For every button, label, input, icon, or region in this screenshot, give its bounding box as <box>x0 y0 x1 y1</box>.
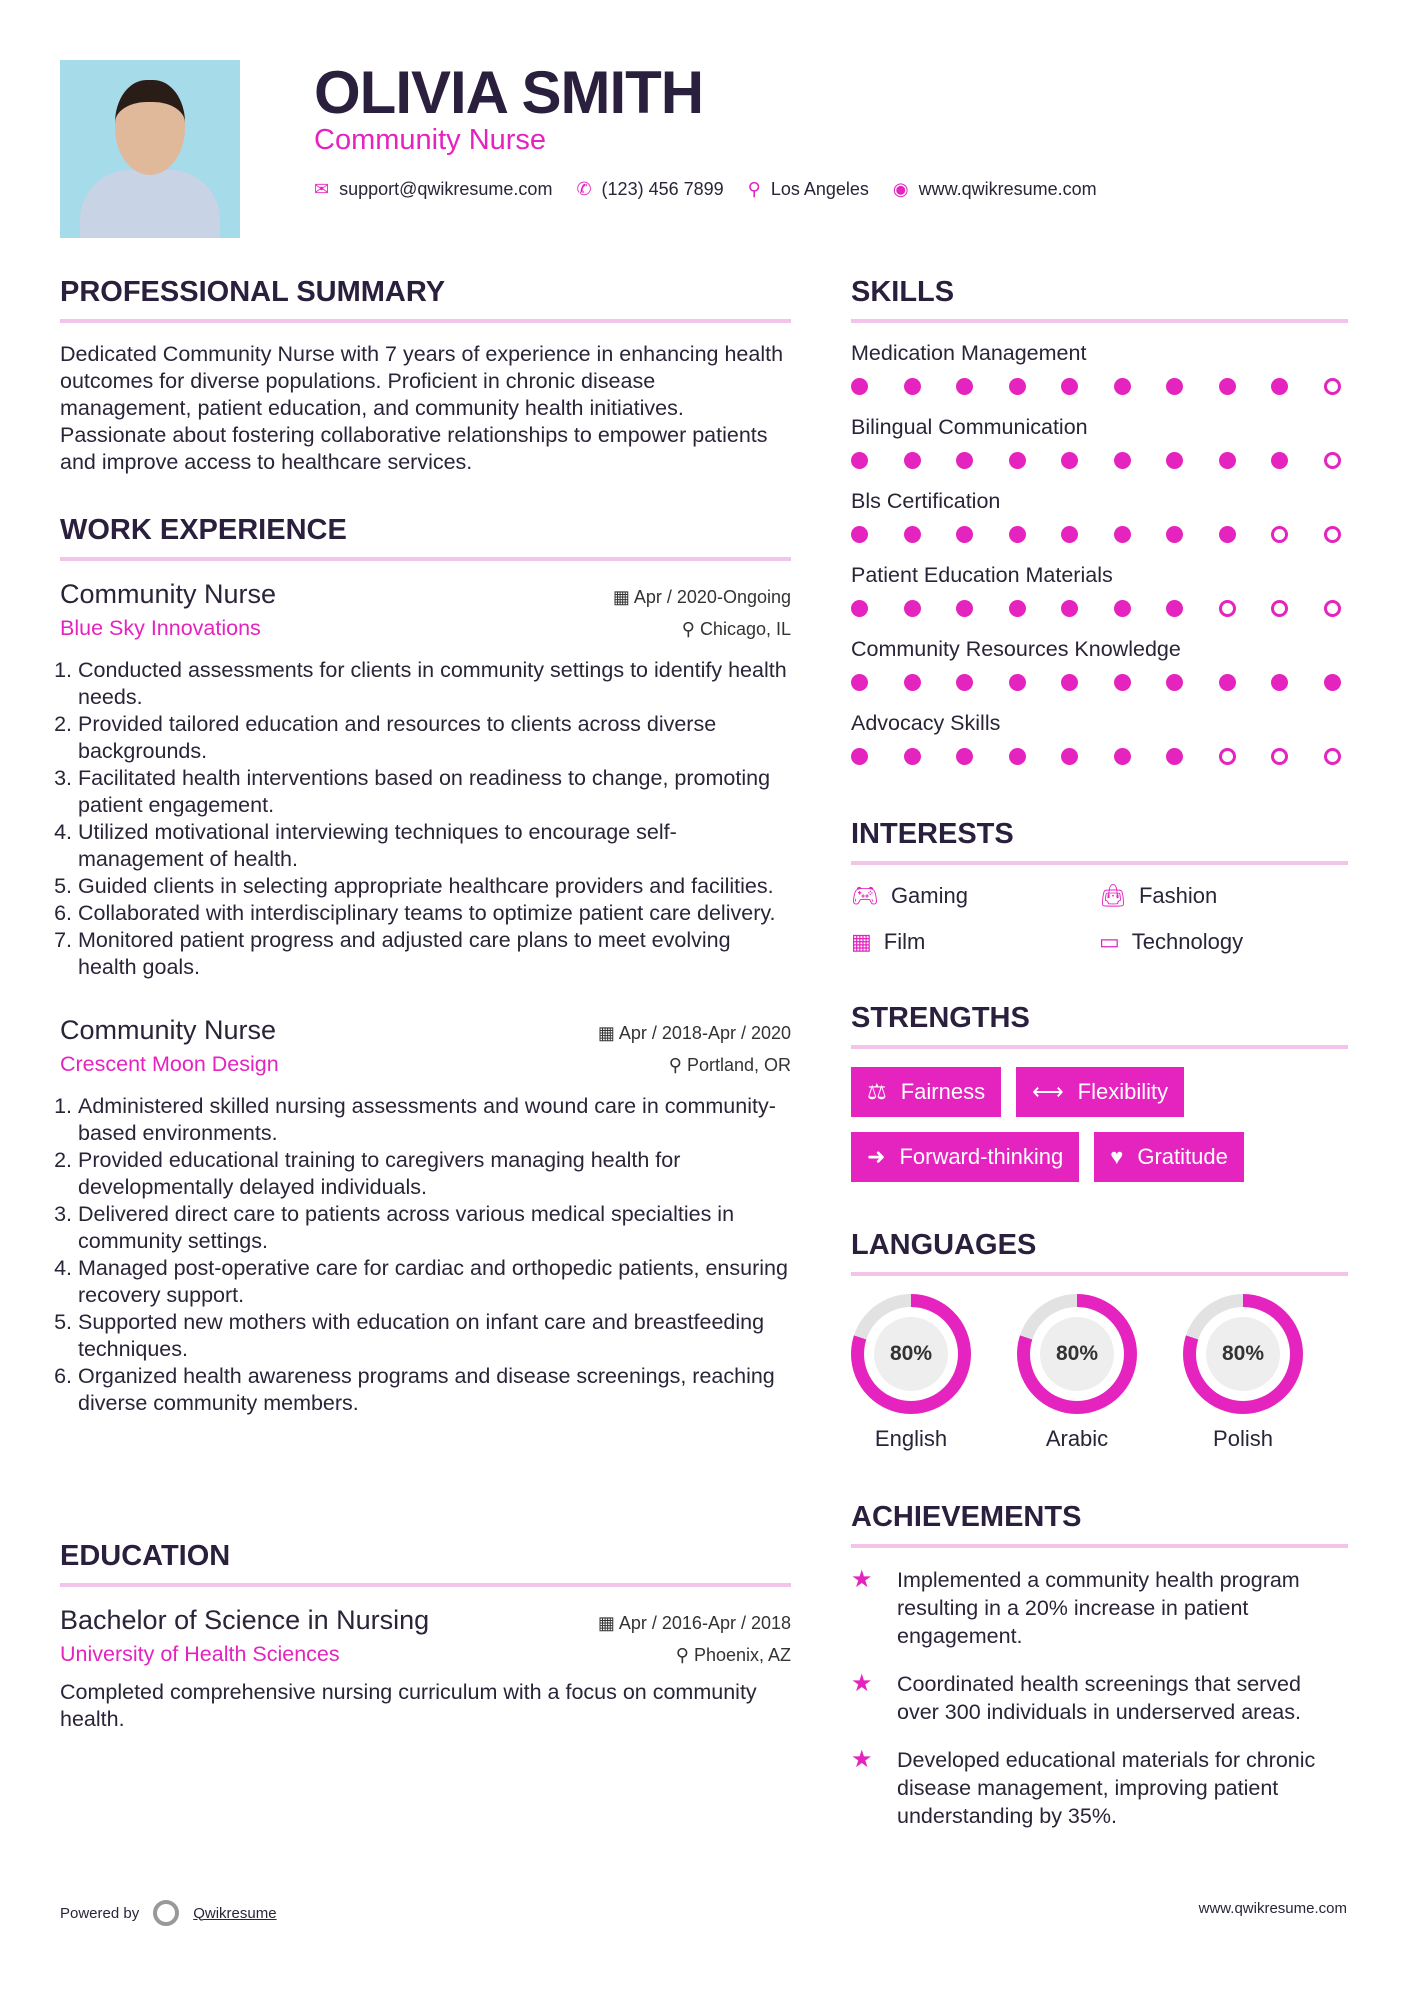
section-heading: EDUCATION <box>60 1540 791 1587</box>
rating-dot <box>1061 452 1078 469</box>
calendar-icon: ▦ <box>597 1023 615 1043</box>
job-title: Community Nurse <box>60 579 277 609</box>
rating-dot <box>1219 748 1236 765</box>
skill-name: Bls Certification <box>851 489 1001 513</box>
email[interactable]: support@qwikresume.com <box>339 179 553 199</box>
rating-dot <box>1324 674 1341 691</box>
list-item: 5. Supported new mothers with education on infant care and breastfeeding techniques. <box>78 1309 791 1363</box>
arrow-right-icon: ➜ <box>867 1144 886 1169</box>
rating-dot <box>851 526 868 543</box>
rating-dot <box>956 674 973 691</box>
laptop-icon: ▭ <box>1099 929 1120 954</box>
language-item <box>1017 1294 1137 1452</box>
list-item: 6. Collaborated with interdisciplinary teams to optimize patient care delivery. <box>78 900 791 927</box>
rating-dot <box>1166 452 1183 469</box>
rating-dot <box>1061 748 1078 765</box>
interests-section <box>851 818 1348 955</box>
list-item: 4. Utilized motivational interviewing techniques to encourage self-management of health. <box>78 819 791 873</box>
rating-dot <box>1219 526 1236 543</box>
interest-fashion: 👜︎ Fashion <box>1099 883 1218 908</box>
rating-dot <box>904 600 921 617</box>
section-heading: WORK EXPERIENCE <box>60 514 791 561</box>
location: Los Angeles <box>770 179 869 199</box>
section-heading: INTERESTS <box>851 818 1348 865</box>
profile-photo <box>60 60 240 238</box>
pin-icon: ⚲ <box>681 619 695 639</box>
job-title: Community Nurse <box>314 124 547 156</box>
rating-dot <box>1271 452 1288 469</box>
degree: Bachelor of Science in Nursing <box>60 1605 430 1635</box>
interest-film: ▦ Film <box>851 929 926 954</box>
rating-dot <box>1009 674 1026 691</box>
language-progress-ring <box>851 1294 971 1414</box>
list-item: 3. Delivered direct care to patients across various medical specialties in community settings. <box>78 1201 791 1255</box>
language-percent: 80% <box>874 1317 948 1391</box>
rating-dot <box>1061 526 1078 543</box>
skill-rating <box>851 526 1341 543</box>
list-item: 3. Facilitated health interventions based on readiness to change, promoting patient engagement. <box>78 765 791 819</box>
job-date: ▦ Apr / 2020-Ongoing <box>612 587 791 607</box>
company: Blue Sky Innovations <box>60 616 261 640</box>
rating-dot <box>1166 378 1183 395</box>
interest-gaming: 🎮︎ Gaming <box>851 883 968 908</box>
skill-rating <box>851 674 1341 691</box>
footer-website[interactable]: www.qwikresume.com <box>1198 1900 1347 1917</box>
website[interactable]: www.qwikresume.com <box>918 179 1097 199</box>
rating-dot <box>1114 452 1131 469</box>
language-name: English <box>874 1426 948 1451</box>
skill-rating <box>851 378 1341 395</box>
skill-rating <box>851 452 1341 469</box>
arrows-h-icon: ⟷ <box>1032 1079 1064 1104</box>
strengths-section <box>851 1002 1348 1182</box>
job-title: Community Nurse <box>60 1015 277 1045</box>
job-bullets <box>60 1093 791 1417</box>
strength-tag: ♥ Gratitude <box>1094 1132 1244 1182</box>
rating-dot <box>904 378 921 395</box>
list-item: 4. Managed post-operative care for cardiac and orthopedic patients, ensuring recovery support. <box>78 1255 791 1309</box>
skill-name: Advocacy Skills <box>851 711 1001 735</box>
film-icon: ▦ <box>851 929 872 954</box>
education-location: ⚲ Phoenix, AZ <box>675 1645 791 1665</box>
achievement-item: ★ Implemented a community health program resulting in a 20% increase in patient engagement. <box>851 1566 1300 1648</box>
rating-dot <box>1009 748 1026 765</box>
strength-tag: ⚖ Fairness <box>851 1067 1001 1117</box>
skill-row <box>851 415 1348 469</box>
rating-dot <box>1061 674 1078 691</box>
languages-section <box>851 1229 1348 1452</box>
list-item: 2. Provided tailored education and resources to clients across diverse backgrounds. <box>78 711 791 765</box>
company: Crescent Moon Design <box>60 1052 279 1076</box>
rating-dot <box>1061 600 1078 617</box>
school: University of Health Sciences <box>60 1642 340 1666</box>
achievements-section <box>851 1501 1348 1850</box>
rating-dot <box>1324 600 1341 617</box>
skill-row <box>851 637 1348 691</box>
skill-name: Community Resources Knowledge <box>851 637 1181 661</box>
shooting-star-icon: ★ <box>851 1746 873 1773</box>
section-heading: PROFESSIONAL SUMMARY <box>60 276 791 323</box>
rating-dot <box>851 452 868 469</box>
rating-dot <box>1009 526 1026 543</box>
rating-dot <box>1324 452 1341 469</box>
shooting-star-icon: ★ <box>851 1670 873 1697</box>
skills-section <box>851 276 1348 785</box>
rating-dot <box>1114 600 1131 617</box>
rating-dot <box>1166 748 1183 765</box>
skill-row <box>851 341 1348 395</box>
calendar-icon: ▦ <box>612 587 630 607</box>
language-name: Arabic <box>1045 1426 1109 1451</box>
rating-dot <box>904 526 921 543</box>
achievement-item: ★ Coordinated health screenings that served over 300 individuals in underserved areas. <box>851 1670 1301 1724</box>
rating-dot <box>904 748 921 765</box>
rating-dot <box>1324 526 1341 543</box>
interest-technology: ▭ Technology <box>1099 929 1244 954</box>
language-percent: 80% <box>1040 1317 1114 1391</box>
rating-dot <box>1219 674 1236 691</box>
education-section <box>60 1540 791 1733</box>
rating-dot <box>851 600 868 617</box>
rating-dot <box>1166 600 1183 617</box>
contact-bar <box>314 179 1097 200</box>
skill-row <box>851 489 1348 543</box>
rating-dot <box>851 378 868 395</box>
envelope-icon: ✉ <box>314 179 330 199</box>
rating-dot <box>1271 600 1288 617</box>
candidate-name: OLIVIA SMITH <box>314 59 704 126</box>
map-marker-icon: ⚲ <box>747 179 761 199</box>
section-heading: LANGUAGES <box>851 1229 1348 1276</box>
rating-dot <box>1219 378 1236 395</box>
brand-link[interactable]: Qwikresume <box>193 1904 277 1922</box>
skill-name: Medication Management <box>851 341 1087 365</box>
powered-by: Powered by <box>60 1904 140 1922</box>
achievement-item: ★ Developed educational materials for chronic disease management, improving patient understanding by 35%. <box>851 1746 1316 1828</box>
skill-row <box>851 711 1348 765</box>
rating-dot <box>1009 378 1026 395</box>
section-heading: STRENGTHS <box>851 1002 1348 1049</box>
rating-dot <box>1271 378 1288 395</box>
shopping-bag-icon: 👜︎ <box>1099 883 1127 908</box>
rating-dot <box>1271 748 1288 765</box>
list-item: 1. Conducted assessments for clients in community settings to identify health needs. <box>78 657 791 711</box>
rating-dot <box>1114 526 1131 543</box>
phone-icon: ✆ <box>576 179 592 199</box>
job-location: ⚲ Chicago, IL <box>681 619 791 639</box>
footer-brand <box>60 1900 277 1926</box>
experience-section <box>60 514 791 1417</box>
job-location: ⚲ Portland, OR <box>668 1055 791 1075</box>
list-item: 5. Guided clients in selecting appropriate healthcare providers and facilities. <box>78 873 791 900</box>
rating-dot <box>851 674 868 691</box>
rating-dot <box>1271 674 1288 691</box>
rating-dot <box>1114 748 1131 765</box>
rating-dot <box>904 674 921 691</box>
language-name: Polish <box>1213 1426 1273 1451</box>
strength-tag: ➜ Forward-thinking <box>851 1132 1079 1182</box>
list-item: 1. Administered skilled nursing assessments and wound care in community-based environments. <box>78 1093 791 1147</box>
summary-section <box>60 276 791 476</box>
job-entry <box>60 579 791 981</box>
education-text: Completed comprehensive nursing curriculum with a focus on community health. <box>60 1680 757 1731</box>
language-percent: 80% <box>1206 1317 1280 1391</box>
skill-rating <box>851 600 1341 617</box>
skill-name: Bilingual Communication <box>851 415 1088 439</box>
job-entry <box>60 1015 791 1417</box>
rating-dot <box>1166 674 1183 691</box>
section-heading: SKILLS <box>851 276 1348 323</box>
list-item: 6. Organized health awareness programs and disease screenings, reaching diverse community members. <box>78 1363 791 1417</box>
rating-dot <box>956 600 973 617</box>
strength-tag: ⟷ Flexibility <box>1016 1067 1184 1117</box>
language-item <box>851 1294 971 1452</box>
skill-rating <box>851 748 1341 765</box>
language-progress-ring <box>1017 1294 1137 1414</box>
rating-dot <box>1166 526 1183 543</box>
rating-dot <box>1324 748 1341 765</box>
pin-icon: ⚲ <box>668 1055 682 1075</box>
phone: (123) 456 7899 <box>601 179 724 199</box>
job-date: ▦ Apr / 2018-Apr / 2020 <box>597 1023 791 1043</box>
rating-dot <box>956 452 973 469</box>
rating-dot <box>1009 452 1026 469</box>
job-bullets <box>60 657 791 981</box>
rating-dot <box>956 378 973 395</box>
education-date: ▦ Apr / 2016-Apr / 2018 <box>597 1613 791 1633</box>
balance-scale-icon: ⚖ <box>867 1079 887 1104</box>
rating-dot <box>1219 600 1236 617</box>
rating-dot <box>904 452 921 469</box>
shooting-star-icon: ★ <box>851 1566 873 1593</box>
qwikresume-logo-icon <box>153 1900 179 1926</box>
rating-dot <box>1114 378 1131 395</box>
section-heading: ACHIEVEMENTS <box>851 1501 1348 1548</box>
heart-icon: ♥ <box>1110 1144 1124 1169</box>
list-item: 2. Provided educational training to caregivers managing health for developmentally delayed individuals. <box>78 1147 791 1201</box>
list-item: 7. Monitored patient progress and adjusted care plans to meet evolving health goals. <box>78 927 791 981</box>
globe-icon: ◉ <box>892 179 909 199</box>
rating-dot <box>851 748 868 765</box>
rating-dot <box>1061 378 1078 395</box>
rating-dot <box>956 748 973 765</box>
language-item <box>1183 1294 1303 1452</box>
skill-row <box>851 563 1348 617</box>
rating-dot <box>1324 378 1341 395</box>
rating-dot <box>1009 600 1026 617</box>
rating-dot <box>1114 674 1131 691</box>
rating-dot <box>956 526 973 543</box>
skill-name: Patient Education Materials <box>851 563 1113 587</box>
rating-dot <box>1219 452 1236 469</box>
summary-text: Dedicated Community Nurse with 7 years of experience in enhancing health outcomes for diverse populations. Proficient in chronic disease management, patient education, and community health initiatives. Passionate about fostering collaborative relationships to empower patients and improve access to healthcare services. <box>60 342 784 474</box>
language-progress-ring <box>1183 1294 1303 1414</box>
gamepad-icon: 🎮︎ <box>851 883 879 908</box>
rating-dot <box>1271 526 1288 543</box>
